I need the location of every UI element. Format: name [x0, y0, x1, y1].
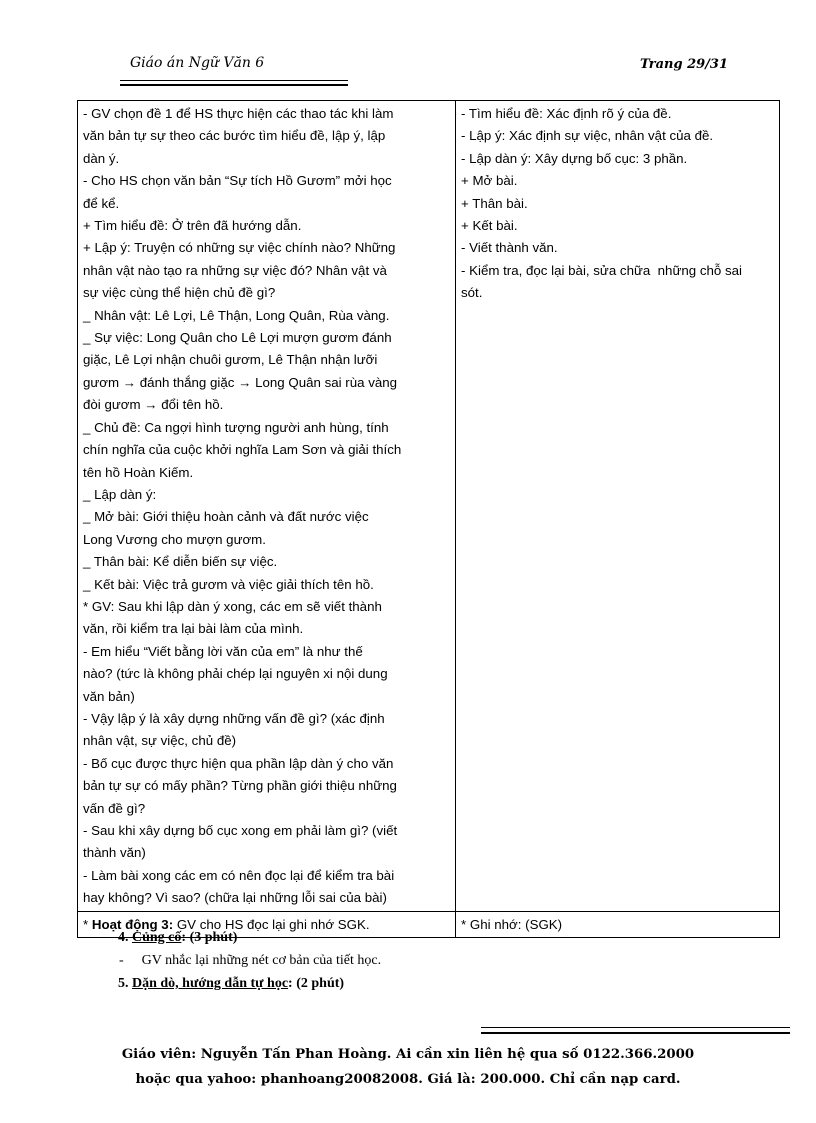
- cungco-num: 4.: [118, 930, 132, 945]
- teacher-line: thành văn): [83, 845, 146, 861]
- teacher-line: Long Vương cho mượn gươm.: [83, 531, 266, 547]
- teacher-line: văn bản tự sự theo các bước tìm hiểu đề, lập ý, lập: [83, 128, 386, 144]
- teacher-line: * GV: Sau khi lập dàn ý xong, các em sẽ viết thành: [83, 598, 382, 614]
- teacher-line: _ Lập dàn ý:: [83, 486, 157, 502]
- dando-time: : (2 phút): [288, 976, 345, 991]
- cungco-title: Củng cố: [132, 930, 182, 945]
- teacher-line: _ Chủ đề: Ca ngợi hình tượng người anh hùng, tính: [83, 419, 389, 435]
- student-line: + Thân bài.: [461, 195, 528, 211]
- student-line: sót.: [461, 285, 483, 301]
- teacher-line: văn bản): [83, 688, 135, 704]
- teacher-line: đòi gươm → đổi tên hồ.: [83, 397, 224, 413]
- teacher-line: nào? (tức là không phải chép lại nguyên xi nội dung: [83, 666, 388, 682]
- teacher-activities-cell: [78, 101, 456, 912]
- teacher-line: _ Sự việc: Long Quân cho Lê Lợi mượn gươm đánh: [83, 330, 392, 346]
- student-line: - Lập dàn ý: Xây dựng bố cục: 3 phần.: [461, 150, 688, 166]
- teacher-line: + Lập ý: Truyện có những sự việc chính nào? Những: [83, 240, 396, 256]
- teacher-line: _ Kết bài: Việc trả gươm và việc giải thích tên hồ.: [83, 576, 374, 592]
- cungco-heading: [118, 930, 237, 946]
- lesson-table: [77, 100, 780, 938]
- footer-rule-thick: [481, 1032, 790, 1034]
- student-line: - Lập ý: Xác định sự việc, nhân vật của đề.: [461, 128, 714, 144]
- teacher-line: để kể.: [83, 195, 120, 211]
- teacher-line: hay không? Vì sao? (chữa lại những lỗi sai của bài): [83, 890, 387, 906]
- cungco-time: : (3 phút): [181, 930, 238, 945]
- teacher-line: + Tìm hiểu đề: Ở trên đã hướng dẫn.: [83, 218, 302, 234]
- teacher-line: _ Mở bài: Giới thiệu hoàn cảnh và đất nước việc: [83, 509, 369, 525]
- student-line: - Kiểm tra, đọc lại bài, sửa chữa những chỗ sai: [461, 262, 742, 278]
- student-line: + Mở bài.: [461, 173, 518, 189]
- table-row-main: [78, 101, 780, 912]
- teacher-line: gươm → đánh thắng giặc → Long Quân sai rùa vàng: [83, 374, 398, 390]
- student-activities-cell: [456, 101, 780, 912]
- teacher-line: giặc, Lê Lợi nhận chuôi gươm, Lê Thận nhận lưỡi: [83, 352, 378, 368]
- teacher-line: _ Thân bài: Kể diễn biến sự việc.: [83, 554, 278, 570]
- student-line: + Kết bài.: [461, 218, 518, 234]
- student-line: - Viết thành văn.: [461, 240, 558, 256]
- teacher-line: văn, rồi kiểm tra lại bài làm của mình.: [83, 621, 304, 637]
- teacher-line: tên hồ Hoàn Kiếm.: [83, 464, 194, 480]
- activity3-label: Hoạt động 3:: [91, 916, 174, 932]
- teacher-line: bản tự sự có mấy phần? Từng phần giới thiệu những: [83, 778, 397, 794]
- footer-line-2: hoặc qua yahoo: phanhoang20082008. Giá là: 200.000. Chỉ cần nạp card.: [135, 1072, 681, 1087]
- footer-rule: [481, 1027, 790, 1028]
- teacher-line: - Bố cục được thực hiện qua phần lập dàn ý cho văn: [83, 755, 394, 771]
- student-line: - Tìm hiểu đề: Xác định rõ ý của đề.: [461, 106, 672, 121]
- ghi-nho-text: * Ghi nhớ: (SGK): [461, 916, 563, 932]
- teacher-line: vấn đề gì?: [83, 800, 146, 816]
- ghi-nho-cell: [456, 911, 780, 937]
- header-title: Giáo án Ngữ Văn 6: [130, 55, 265, 71]
- cungco-bullet: -: [119, 953, 124, 968]
- teacher-line: - Em hiểu “Viết bằng lời văn của em” là như thế: [83, 643, 363, 659]
- activity3-prefix: *: [83, 916, 92, 932]
- footer-line-1: Giáo viên: Nguyễn Tấn Phan Hoàng. Ai cần xin liên hệ qua số 0122.366.2000: [121, 1047, 695, 1062]
- activity3-text: GV cho HS đọc lại ghi nhớ SGK.: [173, 916, 370, 932]
- dando-heading: [118, 976, 344, 992]
- teacher-line: nhân vật, sự việc, chủ đề): [83, 733, 237, 749]
- teacher-line: - Sau khi xây dựng bố cục xong em phải làm gì? (viết: [83, 823, 398, 838]
- dando-num: 5.: [118, 976, 132, 991]
- header-rule-thick: [120, 84, 348, 86]
- teacher-line: dàn ý.: [83, 150, 120, 166]
- dando-title: Dặn dò, hướng dẫn tự học: [132, 976, 289, 991]
- teacher-line: _ Nhân vật: Lê Lợi, Lê Thận, Long Quân, Rùa vàng.: [83, 307, 390, 323]
- cungco-item: [119, 953, 381, 969]
- teacher-line: sự việc cùng thể hiện chủ đề gì?: [83, 285, 276, 301]
- teacher-line: - Vậy lập ý là xây dựng những vấn đề gì? (xác định: [83, 710, 385, 726]
- teacher-line: chín nghĩa của cuộc khởi nghĩa Lam Sơn và giải thích: [83, 442, 402, 458]
- page-number: Trang 29/31: [640, 57, 728, 72]
- teacher-line: - Cho HS chọn văn bản “Sự tích Hồ Gươm” mởi học: [83, 173, 392, 189]
- teacher-line: - Làm bài xong các em có nên đọc lại để kiểm tra bài: [83, 867, 395, 883]
- cungco-item-text: GV nhắc lại những nét cơ bản của tiết học.: [141, 953, 382, 968]
- teacher-line: - GV chọn đề 1 để HS thực hiện các thao tác khi làm: [83, 106, 394, 121]
- teacher-line: nhân vật nào tạo ra những sự việc đó? Nhân vật và: [83, 262, 387, 278]
- header-rule: [120, 80, 348, 81]
